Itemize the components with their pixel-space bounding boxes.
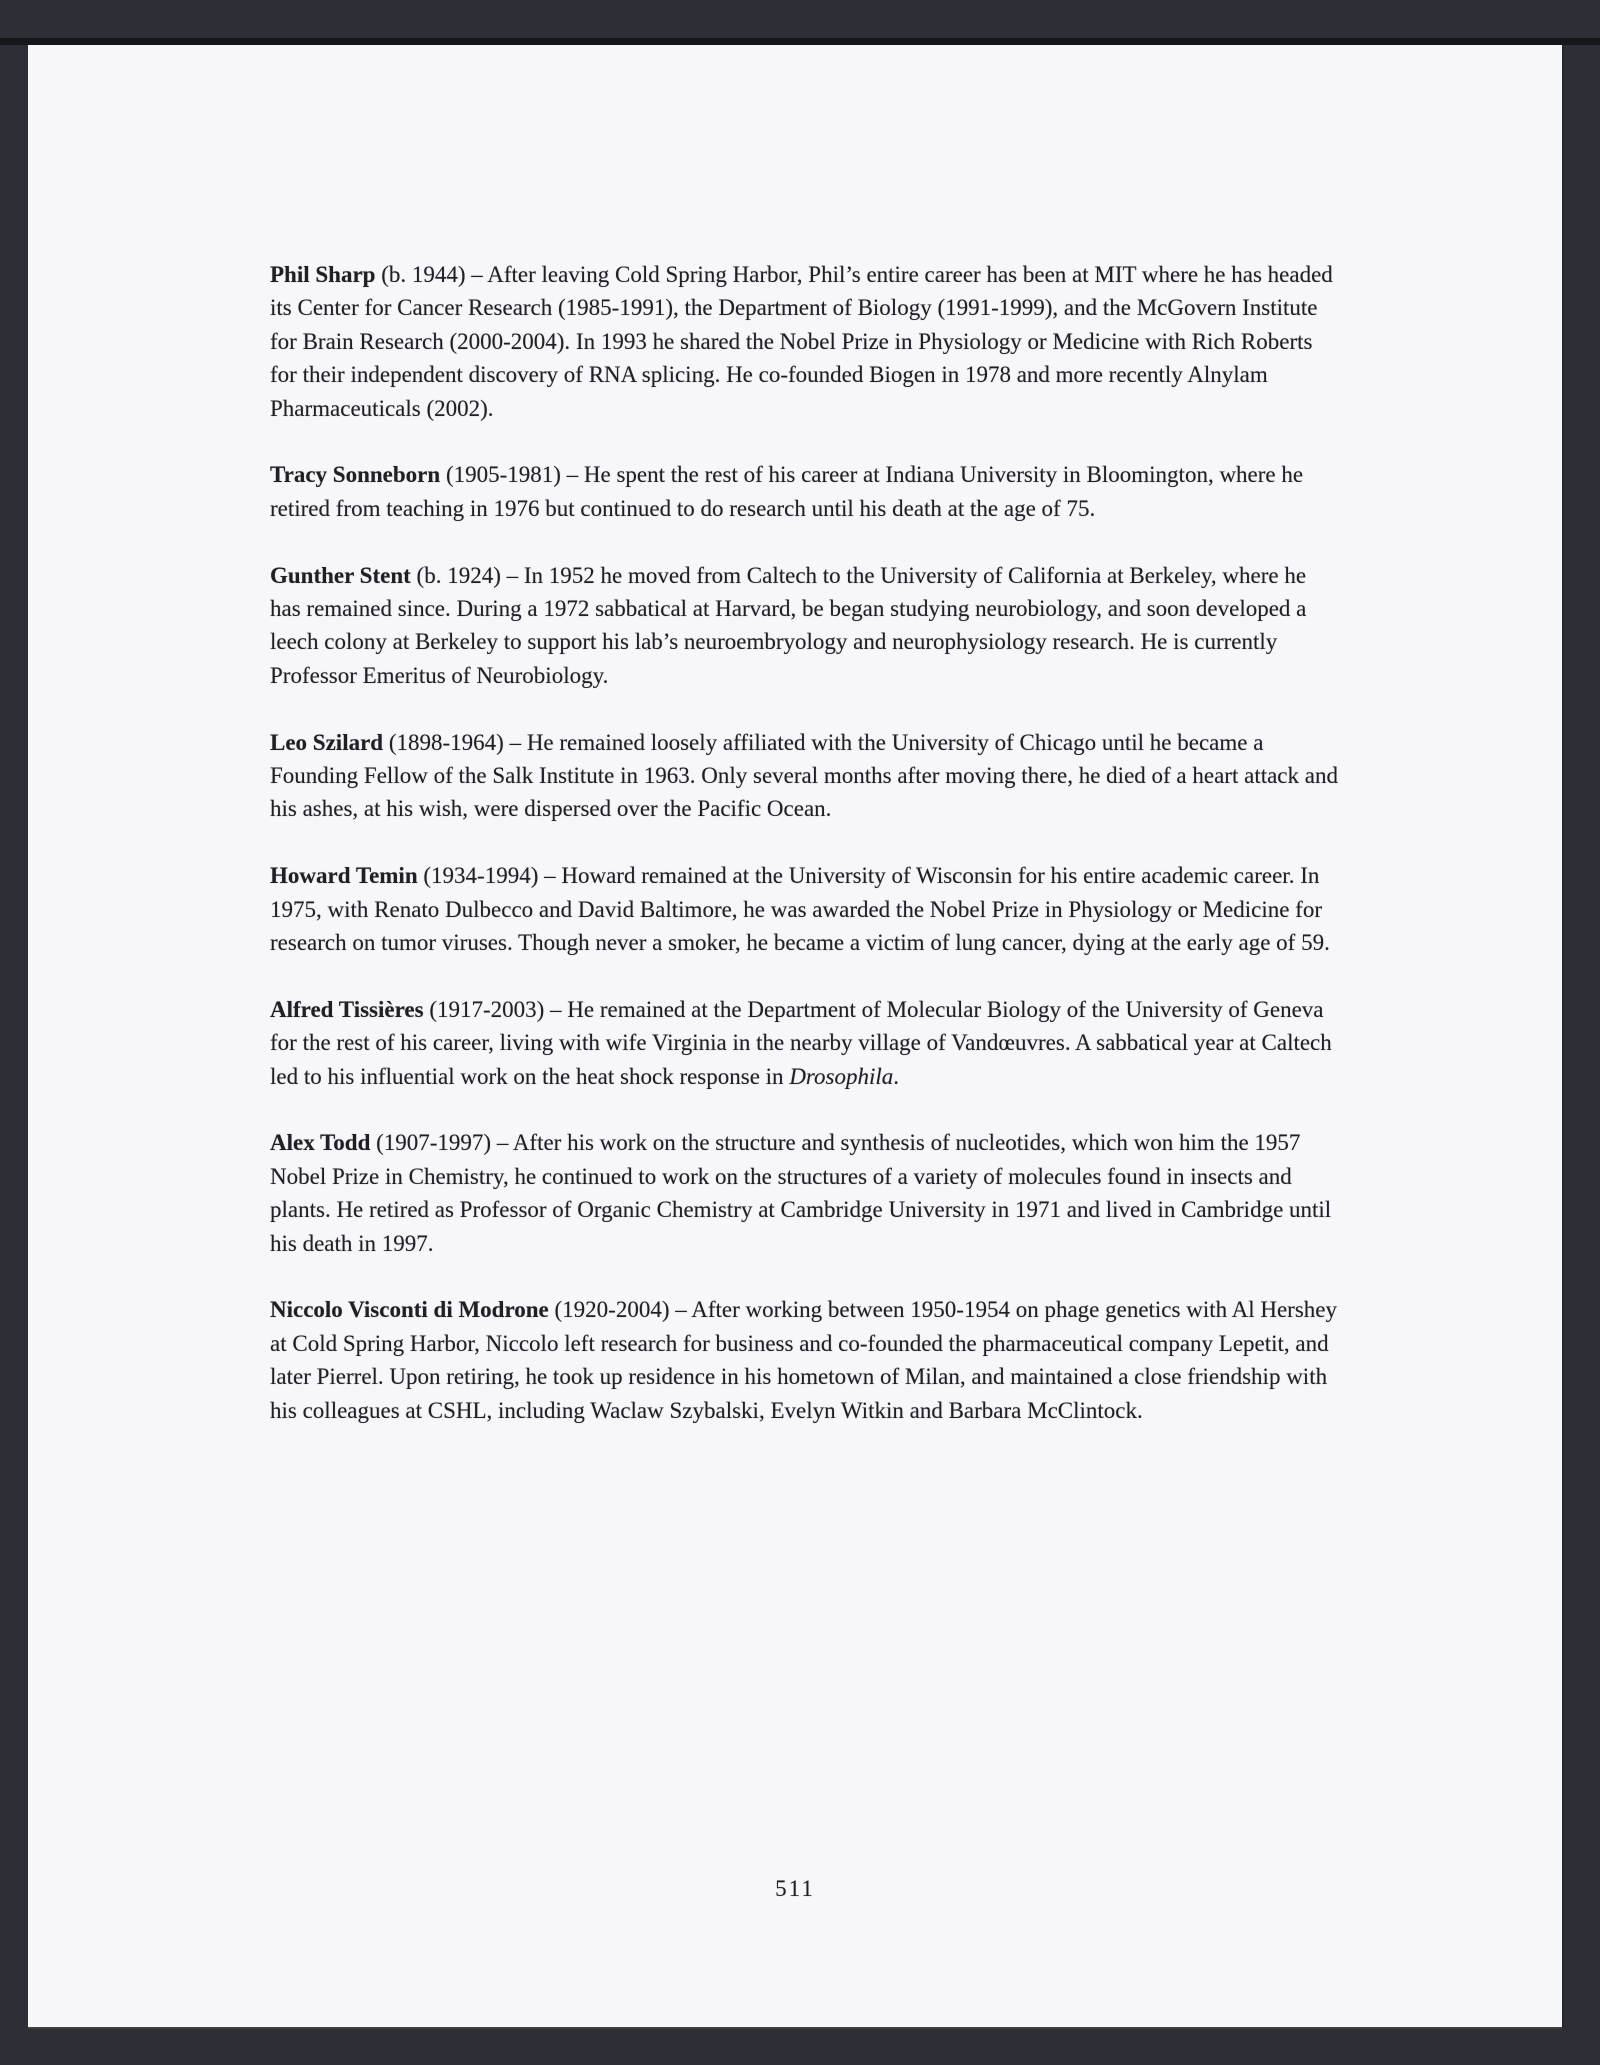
page-number: 511 <box>775 1876 815 1901</box>
bio-paragraph-howard-temin <box>270 859 1342 959</box>
bio-paragraph-alfred-tissieres <box>270 993 1342 1093</box>
bio-text: (1905-1981) – He spent the rest of his career at Indiana University in Bloomington, where he retired from teaching in 1976 but continued to do research until his death at the age of 75. <box>270 462 1304 521</box>
bio-name: Phil Sharp <box>270 262 376 287</box>
bio-name: Howard Temin <box>270 863 418 889</box>
bio-paragraph-niccolo-visconti <box>270 1293 1342 1427</box>
bio-name: Alfred Tissières <box>270 996 424 1022</box>
bio-text: (b. 1924) – In 1952 he moved from Caltech to the University of California at Berkeley, where he has remained since. During a 1972 sabbatical at Harvard, be began studying neurobiology, and soon developed a leech colony at Berkeley to support his lab’s neuroembryology and neurophysiology research. He is currently Professor Emeritus of Neurobiology. <box>270 562 1307 688</box>
bio-paragraph-alex-todd <box>270 1126 1342 1260</box>
bio-text-after: . <box>893 1063 900 1089</box>
bio-paragraph-phil-sharp <box>270 258 1342 425</box>
bio-name: Leo Szilard <box>270 729 384 755</box>
bio-paragraph-tracy-sonneborn <box>270 458 1342 525</box>
bio-text: (1898-1964) – He remained loosely affiliated with the University of Chicago until he became a Founding Fellow of the Salk Institute in 1963. Only several months after moving there, he died of a heart attack and his ashes, at his wish, were dispersed over the Pacific Ocean. <box>270 729 1338 822</box>
bio-text: (1907-1997) – After his work on the structure and synthesis of nucleotides, which won him the 1957 Nobel Prize in Chemistry, he continued to work on the structures of a variety of molecules found in insects and plants. He retired as Professor of Organic Chemistry at Cambridge University in 1971 and lived in Cambridge until his death in 1997. <box>270 1130 1332 1256</box>
bio-text: (1917-2003) – He remained at the Department of Molecular Biology of the University of Geneva for the rest of his career, living with wife Virginia in the nearby village of Vandœuvres. A sabbatical year at Caltech led to his influential work on the heat shock response in <box>270 996 1332 1089</box>
bio-name: Niccolo Visconti di Modrone <box>270 1297 549 1323</box>
book-backing-edge <box>0 38 1600 45</box>
bio-text: (b. 1944) – After leaving Cold Spring Harbor, Phil’s entire career has been at MIT where he has headed its Center for Cancer Research (1985-1991), the Department of Biology (1991-1999), and the McGovern Institute for Brain Research (2000-2004). In 1993 he shared the Nobel Prize in Physiology or Medicine with Rich Roberts for their independent discovery of RNA splicing. He co-founded Biogen in 1978 and more recently Alnylam Pharmaceuticals (2002). <box>270 262 1333 421</box>
bio-text: (1934-1994) – Howard remained at the University of Wisconsin for his entire academic career. In 1975, with Renato Dulbecco and David Baltimore, he was awarded the Nobel Prize in Physiology or Medicine for research on tumor viruses. Though never a smoker, he became a victim of lung cancer, dying at the early age of 59. <box>270 863 1330 956</box>
bio-paragraph-gunther-stent <box>270 559 1342 693</box>
bio-name: Gunther Stent <box>270 562 411 588</box>
bio-name: Tracy Sonneborn <box>270 462 441 488</box>
bio-italic-term: Drosophila <box>789 1063 894 1089</box>
bio-text: (1920-2004) – After working between 1950-1954 on phage genetics with Al Hershey at Cold Spring Harbor, Niccolo left research for business and co-founded the pharmaceutical company Lepetit, and later Pierrel. Upon retiring, he took up residence in his hometown of Milan, and maintained a close friendship with his colleagues at CSHL, including Waclaw Szybalski, Evelyn Witkin and Barbara McClintock. <box>270 1297 1337 1423</box>
bio-paragraph-leo-szilard <box>270 726 1342 826</box>
bio-name: Alex Todd <box>270 1130 371 1156</box>
scanned-page <box>28 45 1562 2027</box>
page-body <box>270 258 1342 1461</box>
